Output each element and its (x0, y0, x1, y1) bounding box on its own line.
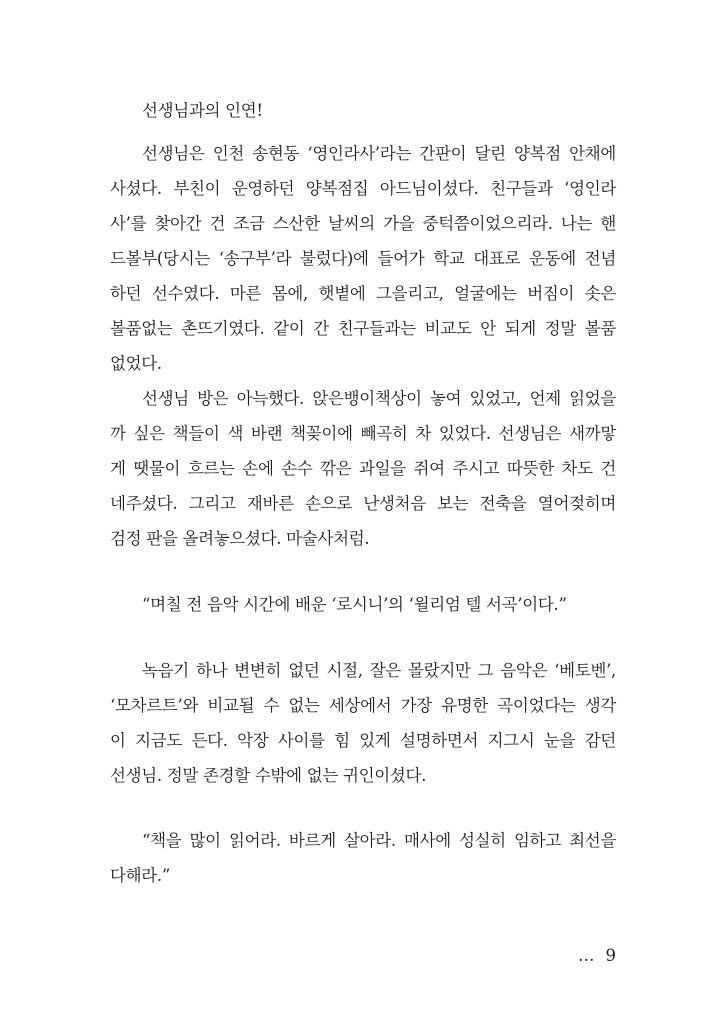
paragraph-line: 볼품없는 촌뜨기였다. 같이 간 친구들과는 비교도 안 되게 정말 볼품 (110, 319, 616, 338)
quote-line: 다해라.” (110, 866, 170, 885)
paragraph-line: 사셨다. 부친이 운영하던 양복점집 아드님이셨다. 친구들과 ‘영인라 (110, 179, 616, 198)
quote-line: “책을 많이 읽어라. 바르게 살아라. 매사에 성실히 임하고 최선을 (142, 831, 616, 850)
paragraph-line: 선생님은 인천 송현동 ‘영인라사’라는 간판이 달린 양복점 안채에 (142, 144, 616, 163)
paragraph-line: 검정 판을 올려놓으셨다. 마술사처럼. (110, 529, 370, 548)
paragraph-line: 까 싶은 책들이 색 바랜 책꽂이에 빼곡히 차 있었다. 선생님은 새까맣 (110, 424, 616, 443)
paragraph-line: 게 땟물이 흐르는 손에 손수 깎은 과일을 쥐여 주시고 따뜻한 차도 건 (110, 459, 616, 478)
page-number: 9 (605, 946, 616, 965)
paragraph-line: 네주셨다. 그리고 재바른 손으로 난생처음 보는 전축을 열어젖히며 (110, 494, 616, 513)
paragraph-line: 선생님 방은 아늑했다. 앉은뱅이책상이 놓여 있었고, 언제 읽었을 (142, 389, 616, 408)
paragraph-line: 사’를 찾아간 건 조금 스산한 날씨의 가을 중턱쯤이었으리라. 나는 핸 (110, 214, 616, 233)
footer-ellipsis: … (578, 946, 596, 965)
paragraph-line: 선생님. 정말 존경할 수밖에 없는 귀인이셨다. (110, 766, 427, 785)
paragraph-line: 이 지금도 든다. 악장 사이를 힘 있게 설명하면서 지그시 눈을 감던 (110, 731, 616, 750)
paragraph-line: 드볼부(당시는 ‘송구부’라 불렀다)에 들어가 학교 대표로 운동에 전념 (110, 249, 616, 268)
paragraph-line: 하던 선수였다. 마른 몸에, 햇볕에 그을리고, 얼굴에는 버짐이 솟은 (110, 284, 616, 303)
paragraph-line: ‘모차르트’와 비교될 수 없는 세상에서 가장 유명한 곡이었다는 생각 (110, 696, 616, 715)
paragraph-line: 없었다. (110, 354, 162, 373)
page-footer (578, 945, 616, 967)
paragraph-line: 선생님과의 인연! (142, 101, 263, 120)
paragraph-line: 녹음기 하나 변변히 없던 시절, 잘은 몰랐지만 그 음악은 ‘베토벤’, (142, 661, 616, 680)
quote-line: “며칠 전 음악 시간에 배운 ‘로시니’의 ‘윌리엄 텔 서곡’이다.” (142, 595, 567, 614)
